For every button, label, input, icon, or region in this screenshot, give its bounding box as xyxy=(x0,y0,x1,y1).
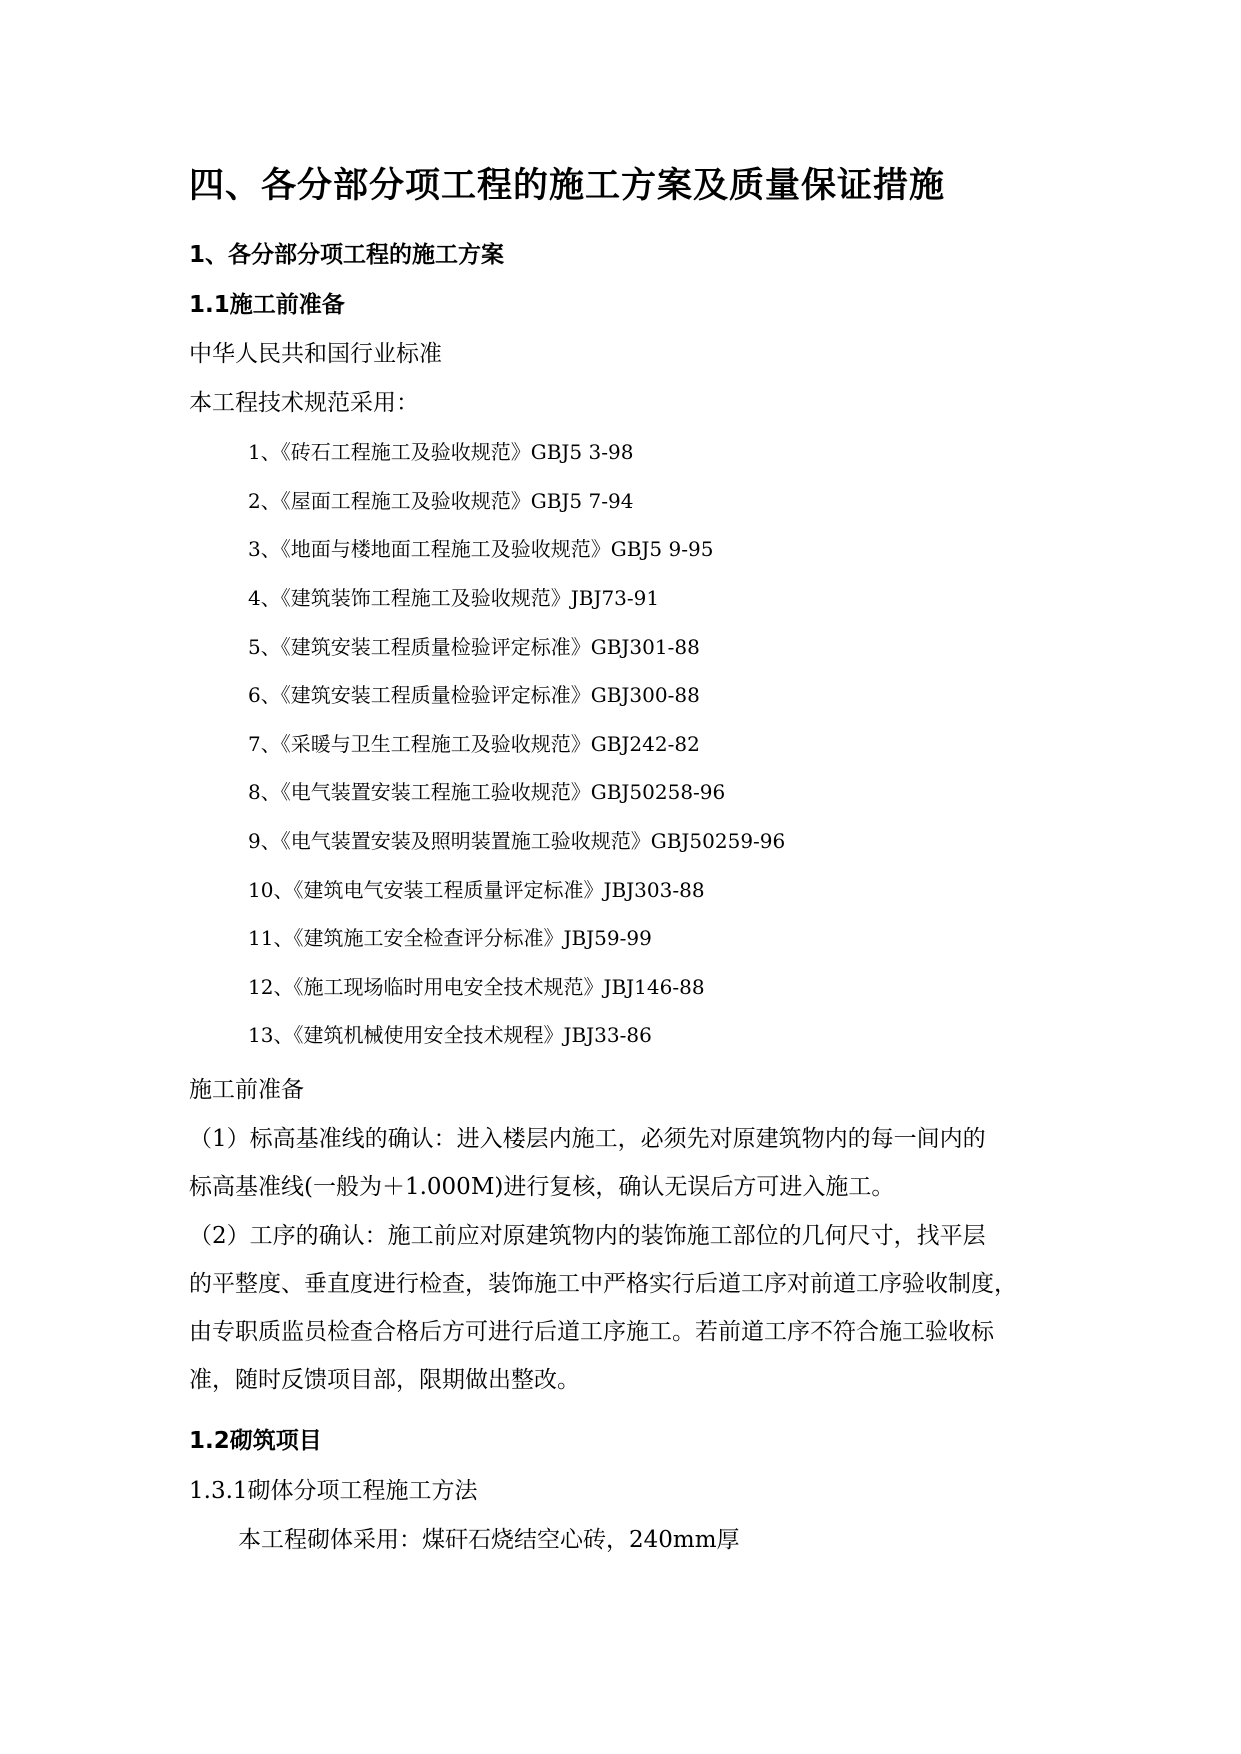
standard-item-5: 5、《建筑安装工程质量检验评定标准》GBJ301-88 xyxy=(248,635,700,659)
section-heading-1: 1、各分部分项工程的施工方案 xyxy=(189,242,505,268)
paragraph-1 xyxy=(189,1115,1061,1211)
standard-intro: 中华人民共和国行业标准 xyxy=(189,341,442,367)
standard-item-10: 10、《建筑电气安装工程质量评定标准》JBJ303-88 xyxy=(248,878,705,902)
standard-item-3: 3、《地面与楼地面工程施工及验收规范》GBJ5 9-95 xyxy=(248,537,714,561)
paragraph-1-line-2: 标高基准线(一般为＋1.000M)进行复核，确认无误后方可进入施工。 xyxy=(189,1174,895,1200)
paragraph-1-line-1: （1）标高基准线的确认：进入楼层内施工，必须先对原建筑物内的每一间内的 xyxy=(189,1126,986,1152)
document-title: 四、各分部分项工程的施工方案及质量保证措施 xyxy=(189,166,946,206)
standard-item-9: 9、《电气装置安装及照明装置施工验收规范》GBJ50259-96 xyxy=(248,829,786,853)
section-heading-1-3-1: 1.3.1砌体分项工程施工方法 xyxy=(189,1478,478,1504)
standard-item-6: 6、《建筑安装工程质量检验评定标准》GBJ300-88 xyxy=(248,683,700,707)
standard-item-7: 7、《采暖与卫生工程施工及验收规范》GBJ242-82 xyxy=(248,732,700,756)
section-heading-1-1: 1.1施工前准备 xyxy=(189,292,345,318)
paragraph-2-line-3: 由专职质监员检查合格后方可进行后道工序施工。若前道工序不符合施工验收标 xyxy=(189,1319,994,1345)
masonry-text: 本工程砌体采用：煤矸石烧结空心砖，240mm厚 xyxy=(238,1527,740,1553)
standard-item-11: 11、《建筑施工安全检查评分标准》JBJ59-99 xyxy=(248,926,652,950)
paragraph-2-line-4: 准，随时反馈项目部，限期做出整改。 xyxy=(189,1367,580,1393)
standard-item-12: 12、《施工现场临时用电安全技术规范》JBJ146-88 xyxy=(248,975,705,999)
spec-intro: 本工程技术规范采用： xyxy=(189,390,419,416)
standard-item-1: 1、《砖石工程施工及验收规范》GBJ5 3-98 xyxy=(248,440,634,464)
paragraph-2 xyxy=(189,1212,1061,1404)
standard-item-4: 4、《建筑装饰工程施工及验收规范》JBJ73-91 xyxy=(248,586,660,610)
section-heading-1-2: 1.2砌筑项目 xyxy=(189,1428,322,1454)
standard-item-2: 2、《屋面工程施工及验收规范》GBJ5 7-94 xyxy=(248,489,634,513)
standard-item-8: 8、《电气装置安装工程施工验收规范》GBJ50258-96 xyxy=(248,780,726,804)
paragraph-2-line-1: （2）工序的确认：施工前应对原建筑物内的装饰施工部位的几何尺寸，找平层 xyxy=(189,1223,986,1249)
standard-item-13: 13、《建筑机械使用安全技术规程》JBJ33-86 xyxy=(248,1023,652,1047)
paragraph-2-line-2: 的平整度、垂直度进行检查，装饰施工中严格实行后道工序对前道工序验收制度， xyxy=(189,1271,1017,1297)
prep-heading: 施工前准备 xyxy=(189,1077,304,1103)
